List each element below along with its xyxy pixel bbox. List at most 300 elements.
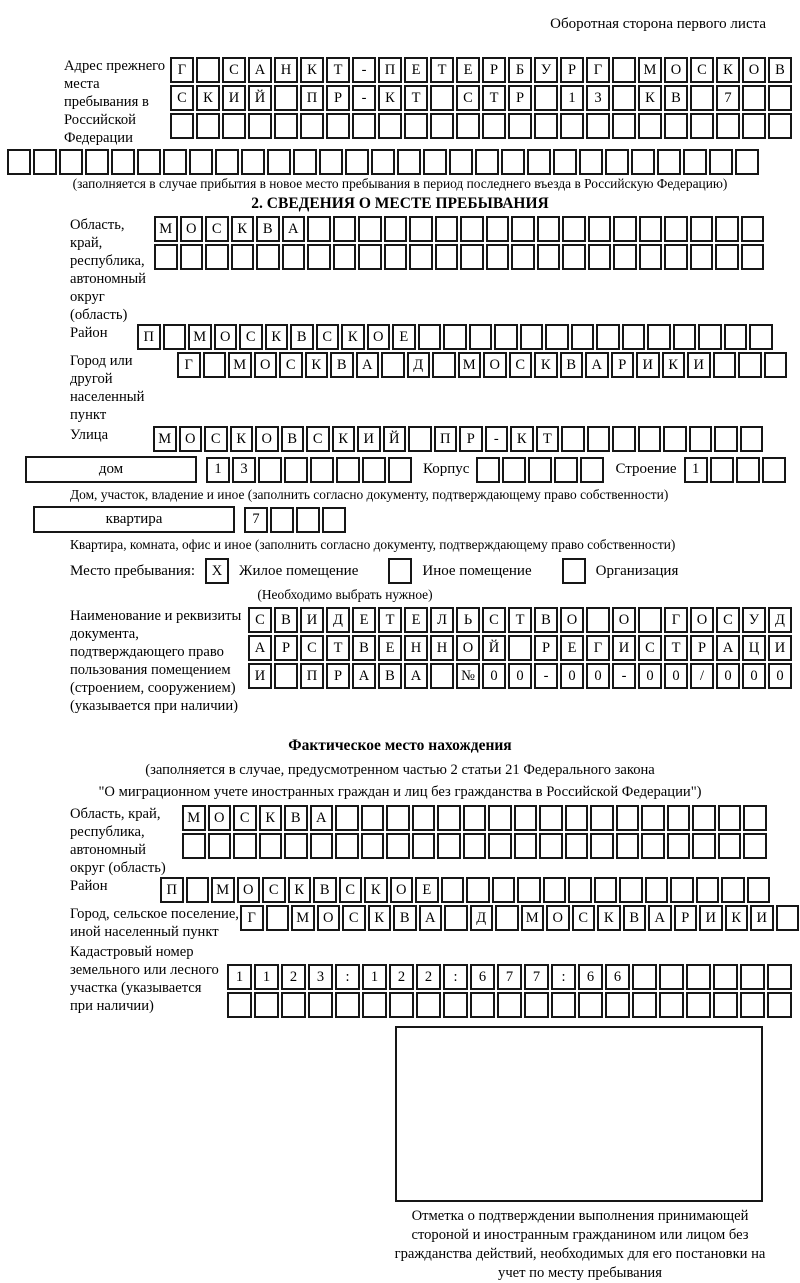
char-cell[interactable] (571, 324, 595, 350)
char-cell[interactable]: 1 (560, 85, 584, 111)
char-cell[interactable]: М (458, 352, 482, 378)
char-cell[interactable]: 2 (389, 964, 414, 990)
char-cell[interactable]: С (306, 426, 330, 452)
char-cell[interactable] (388, 558, 412, 584)
char-cell[interactable]: И (687, 352, 711, 378)
char-cell[interactable]: Р (560, 57, 584, 83)
char-cell[interactable]: К (510, 426, 534, 452)
char-cell[interactable]: Т (378, 607, 402, 633)
char-cell[interactable]: М (521, 905, 545, 931)
char-cell[interactable]: Р (326, 85, 350, 111)
char-cell[interactable]: В (560, 352, 584, 378)
char-cell[interactable] (274, 663, 298, 689)
char-cell[interactable] (409, 216, 433, 242)
char-cell[interactable] (388, 457, 412, 483)
char-cell[interactable] (182, 833, 206, 859)
char-cell[interactable]: О (664, 57, 688, 83)
char-cell[interactable]: 0 (768, 663, 792, 689)
char-cell[interactable] (293, 149, 317, 175)
char-cell[interactable] (612, 113, 636, 139)
char-cell[interactable] (460, 244, 484, 270)
char-cell[interactable] (537, 244, 561, 270)
char-cell[interactable]: Й (482, 635, 506, 661)
char-cell[interactable] (435, 216, 459, 242)
char-cell[interactable] (333, 216, 357, 242)
char-cell[interactable]: Т (404, 85, 428, 111)
char-cell[interactable] (511, 244, 535, 270)
char-cell[interactable] (539, 833, 563, 859)
char-cell[interactable] (281, 992, 306, 1018)
char-cell[interactable] (588, 244, 612, 270)
char-cell[interactable] (741, 244, 765, 270)
char-cell[interactable]: К (725, 905, 749, 931)
char-cell[interactable]: Д (470, 905, 494, 931)
char-cell[interactable]: О (456, 635, 480, 661)
char-cell[interactable]: К (305, 352, 329, 378)
char-cell[interactable]: П (378, 57, 402, 83)
char-cell[interactable] (776, 905, 800, 931)
char-cell[interactable] (336, 457, 360, 483)
char-cell[interactable] (423, 149, 447, 175)
char-cell[interactable] (258, 457, 282, 483)
char-cell[interactable] (588, 216, 612, 242)
char-cell[interactable] (196, 57, 220, 83)
char-cell[interactable] (764, 352, 788, 378)
char-cell[interactable] (241, 149, 265, 175)
char-cell[interactable]: У (534, 57, 558, 83)
char-cell[interactable] (698, 324, 722, 350)
char-cell[interactable]: К (230, 426, 254, 452)
char-cell[interactable]: О (690, 607, 714, 633)
char-cell[interactable]: В (330, 352, 354, 378)
char-cell[interactable]: 1 (362, 964, 387, 990)
char-cell[interactable]: 0 (638, 663, 662, 689)
char-cell[interactable] (180, 244, 204, 270)
char-cell[interactable] (310, 457, 334, 483)
char-cell[interactable]: И (699, 905, 723, 931)
char-cell[interactable]: 0 (560, 663, 584, 689)
char-cell[interactable] (475, 149, 499, 175)
char-cell[interactable] (274, 113, 298, 139)
char-cell[interactable]: 0 (482, 663, 506, 689)
char-cell[interactable] (270, 507, 294, 533)
char-cell[interactable] (307, 244, 331, 270)
char-cell[interactable]: : (551, 964, 576, 990)
char-cell[interactable] (444, 905, 468, 931)
char-cell[interactable] (371, 149, 395, 175)
char-cell[interactable]: 6 (578, 964, 603, 990)
char-cell[interactable] (616, 833, 640, 859)
char-cell[interactable] (742, 85, 766, 111)
char-cell[interactable] (715, 244, 739, 270)
char-cell[interactable] (690, 113, 714, 139)
char-cell[interactable]: А (248, 635, 272, 661)
char-cell[interactable]: Ц (742, 635, 766, 661)
char-cell[interactable] (663, 426, 687, 452)
char-cell[interactable] (749, 324, 773, 350)
char-cell[interactable]: М (188, 324, 212, 350)
char-cell[interactable]: / (690, 663, 714, 689)
char-cell[interactable] (738, 352, 762, 378)
char-cell[interactable] (594, 877, 618, 903)
char-cell[interactable]: Р (326, 663, 350, 689)
char-cell[interactable]: 6 (470, 964, 495, 990)
char-cell[interactable] (322, 507, 346, 533)
char-cell[interactable]: С (222, 57, 246, 83)
char-cell[interactable]: Й (248, 85, 272, 111)
char-cell[interactable] (227, 992, 252, 1018)
char-cell[interactable]: В (664, 85, 688, 111)
char-cell[interactable]: Т (482, 85, 506, 111)
char-cell[interactable]: Р (534, 635, 558, 661)
char-cell[interactable] (528, 457, 552, 483)
char-cell[interactable]: П (300, 85, 324, 111)
char-cell[interactable] (430, 113, 454, 139)
char-cell[interactable]: К (300, 57, 324, 83)
char-cell[interactable] (397, 149, 421, 175)
char-cell[interactable]: С (339, 877, 363, 903)
char-cell[interactable]: Н (274, 57, 298, 83)
char-cell[interactable]: Т (430, 57, 454, 83)
char-cell[interactable] (408, 426, 432, 452)
char-cell[interactable]: А (585, 352, 609, 378)
char-cell[interactable]: Е (378, 635, 402, 661)
char-cell[interactable]: 2 (416, 964, 441, 990)
char-cell[interactable]: А (282, 216, 306, 242)
char-cell[interactable] (692, 805, 716, 831)
char-cell[interactable]: О (180, 216, 204, 242)
char-cell[interactable] (59, 149, 83, 175)
char-cell[interactable]: - (534, 663, 558, 689)
char-cell[interactable]: А (419, 905, 443, 931)
char-cell[interactable] (659, 964, 684, 990)
char-cell[interactable] (443, 992, 468, 1018)
char-cell[interactable] (437, 805, 461, 831)
char-cell[interactable] (495, 905, 519, 931)
char-cell[interactable]: Е (415, 877, 439, 903)
char-cell[interactable]: 1 (254, 964, 279, 990)
char-cell[interactable]: К (196, 85, 220, 111)
char-cell[interactable] (721, 877, 745, 903)
char-cell[interactable] (254, 992, 279, 1018)
char-cell[interactable]: В (274, 607, 298, 633)
char-cell[interactable]: 7 (497, 964, 522, 990)
char-cell[interactable] (580, 457, 604, 483)
char-cell[interactable]: - (352, 85, 376, 111)
char-cell[interactable] (689, 426, 713, 452)
char-cell[interactable] (362, 992, 387, 1018)
char-cell[interactable]: О (208, 805, 232, 831)
char-cell[interactable] (404, 113, 428, 139)
char-cell[interactable] (616, 805, 640, 831)
char-cell[interactable]: И (612, 635, 636, 661)
char-cell[interactable]: В (534, 607, 558, 633)
char-cell[interactable] (622, 324, 646, 350)
char-cell[interactable] (551, 992, 576, 1018)
char-cell[interactable]: О (237, 877, 261, 903)
char-cell[interactable]: С (233, 805, 257, 831)
char-cell[interactable] (639, 216, 663, 242)
char-cell[interactable] (352, 113, 376, 139)
char-cell[interactable] (284, 833, 308, 859)
char-cell[interactable]: А (248, 57, 272, 83)
char-cell[interactable]: С (248, 607, 272, 633)
char-cell[interactable]: О (367, 324, 391, 350)
char-cell[interactable]: О (214, 324, 238, 350)
char-cell[interactable]: П (160, 877, 184, 903)
char-cell[interactable]: С (170, 85, 194, 111)
char-cell[interactable]: - (612, 663, 636, 689)
char-cell[interactable] (300, 113, 324, 139)
char-cell[interactable] (527, 149, 551, 175)
char-cell[interactable] (586, 113, 610, 139)
char-cell[interactable] (647, 324, 671, 350)
char-cell[interactable] (736, 457, 760, 483)
char-cell[interactable]: К (662, 352, 686, 378)
char-cell[interactable] (762, 457, 786, 483)
char-cell[interactable]: Т (664, 635, 688, 661)
char-cell[interactable]: К (332, 426, 356, 452)
char-cell[interactable] (553, 149, 577, 175)
char-cell[interactable]: Р (611, 352, 635, 378)
char-cell[interactable] (641, 833, 665, 859)
char-cell[interactable] (686, 992, 711, 1018)
char-cell[interactable]: К (534, 352, 558, 378)
char-cell[interactable] (768, 113, 792, 139)
char-cell[interactable] (296, 507, 320, 533)
char-cell[interactable]: Т (536, 426, 560, 452)
char-cell[interactable] (612, 85, 636, 111)
char-cell[interactable] (605, 992, 630, 1018)
char-cell[interactable]: М (153, 426, 177, 452)
char-cell[interactable]: Г (586, 635, 610, 661)
char-cell[interactable] (632, 964, 657, 990)
char-cell[interactable] (335, 805, 359, 831)
char-cell[interactable] (476, 457, 500, 483)
char-cell[interactable] (208, 833, 232, 859)
char-cell[interactable]: Е (560, 635, 584, 661)
char-cell[interactable]: К (265, 324, 289, 350)
char-cell[interactable]: Д (326, 607, 350, 633)
char-cell[interactable] (335, 833, 359, 859)
char-cell[interactable] (358, 216, 382, 242)
char-cell[interactable] (333, 244, 357, 270)
char-cell[interactable] (412, 805, 436, 831)
char-cell[interactable] (520, 324, 544, 350)
char-cell[interactable] (645, 877, 669, 903)
char-cell[interactable]: В (281, 426, 305, 452)
char-cell[interactable] (163, 324, 187, 350)
char-cell[interactable] (435, 244, 459, 270)
char-cell[interactable] (186, 877, 210, 903)
char-cell[interactable] (578, 992, 603, 1018)
char-cell[interactable]: 0 (586, 663, 610, 689)
char-cell[interactable] (632, 992, 657, 1018)
char-cell[interactable] (432, 352, 456, 378)
char-cell[interactable]: К (341, 324, 365, 350)
char-cell[interactable]: С (300, 635, 324, 661)
char-cell[interactable]: Т (326, 57, 350, 83)
char-cell[interactable] (266, 905, 290, 931)
char-cell[interactable] (664, 216, 688, 242)
char-cell[interactable]: 6 (605, 964, 630, 990)
char-cell[interactable]: И (750, 905, 774, 931)
char-cell[interactable] (631, 149, 655, 175)
char-cell[interactable] (33, 149, 57, 175)
char-cell[interactable]: В (290, 324, 314, 350)
char-cell[interactable]: С (572, 905, 596, 931)
char-cell[interactable]: С (316, 324, 340, 350)
char-cell[interactable] (605, 149, 629, 175)
char-cell[interactable] (590, 805, 614, 831)
char-cell[interactable]: 1 (684, 457, 708, 483)
char-cell[interactable] (545, 324, 569, 350)
char-cell[interactable]: И (357, 426, 381, 452)
char-cell[interactable] (713, 992, 738, 1018)
char-cell[interactable] (561, 426, 585, 452)
char-cell[interactable] (256, 244, 280, 270)
char-cell[interactable]: Е (404, 57, 428, 83)
char-cell[interactable]: 7 (524, 964, 549, 990)
char-cell[interactable]: С (342, 905, 366, 931)
char-cell[interactable]: - (485, 426, 509, 452)
char-cell[interactable] (740, 964, 765, 990)
char-cell[interactable] (469, 324, 493, 350)
char-cell[interactable]: С (509, 352, 533, 378)
char-cell[interactable] (231, 244, 255, 270)
char-cell[interactable] (713, 964, 738, 990)
char-cell[interactable]: Р (690, 635, 714, 661)
char-cell[interactable] (638, 426, 662, 452)
char-cell[interactable] (517, 877, 541, 903)
char-cell[interactable]: 3 (308, 964, 333, 990)
char-cell[interactable]: X (205, 558, 229, 584)
char-cell[interactable] (667, 805, 691, 831)
char-cell[interactable] (319, 149, 343, 175)
char-cell[interactable] (742, 113, 766, 139)
char-cell[interactable]: В (768, 57, 792, 83)
char-cell[interactable] (497, 992, 522, 1018)
char-cell[interactable]: 3 (232, 457, 256, 483)
char-cell[interactable]: И (248, 663, 272, 689)
char-cell[interactable]: О (254, 352, 278, 378)
char-cell[interactable]: Д (768, 607, 792, 633)
char-cell[interactable]: Г (240, 905, 264, 931)
char-cell[interactable] (203, 352, 227, 378)
char-cell[interactable] (282, 244, 306, 270)
char-cell[interactable]: Е (392, 324, 416, 350)
char-cell[interactable] (163, 149, 187, 175)
char-cell[interactable]: К (364, 877, 388, 903)
char-cell[interactable]: В (256, 216, 280, 242)
char-cell[interactable]: Г (170, 57, 194, 83)
char-cell[interactable] (466, 877, 490, 903)
char-cell[interactable] (384, 216, 408, 242)
char-cell[interactable] (412, 833, 436, 859)
char-cell[interactable]: А (356, 352, 380, 378)
char-cell[interactable] (613, 216, 637, 242)
char-cell[interactable]: Р (459, 426, 483, 452)
char-cell[interactable] (716, 113, 740, 139)
char-cell[interactable]: И (222, 85, 246, 111)
char-cell[interactable] (568, 877, 592, 903)
char-cell[interactable]: О (742, 57, 766, 83)
char-cell[interactable]: М (211, 877, 235, 903)
char-cell[interactable]: 0 (508, 663, 532, 689)
char-cell[interactable]: С (716, 607, 740, 633)
char-cell[interactable] (463, 805, 487, 831)
char-cell[interactable] (586, 607, 610, 633)
char-cell[interactable] (409, 244, 433, 270)
char-cell[interactable] (718, 805, 742, 831)
char-cell[interactable] (463, 833, 487, 859)
char-cell[interactable] (85, 149, 109, 175)
char-cell[interactable] (735, 149, 759, 175)
char-cell[interactable] (696, 877, 720, 903)
char-cell[interactable] (358, 244, 382, 270)
char-cell[interactable] (205, 244, 229, 270)
char-cell[interactable]: О (546, 905, 570, 931)
char-cell[interactable] (486, 216, 510, 242)
char-cell[interactable] (534, 85, 558, 111)
char-cell[interactable] (767, 964, 792, 990)
char-cell[interactable] (492, 877, 516, 903)
char-cell[interactable]: Г (177, 352, 201, 378)
char-cell[interactable] (430, 85, 454, 111)
char-cell[interactable] (740, 992, 765, 1018)
char-cell[interactable] (482, 113, 506, 139)
char-cell[interactable] (709, 149, 733, 175)
char-cell[interactable] (590, 833, 614, 859)
char-cell[interactable]: 7 (716, 85, 740, 111)
char-cell[interactable]: 2 (281, 964, 306, 990)
char-cell[interactable] (768, 85, 792, 111)
char-cell[interactable] (345, 149, 369, 175)
char-cell[interactable] (443, 324, 467, 350)
char-cell[interactable] (565, 805, 589, 831)
char-cell[interactable]: 3 (586, 85, 610, 111)
char-cell[interactable] (310, 833, 334, 859)
char-cell[interactable] (534, 113, 558, 139)
char-cell[interactable] (619, 877, 643, 903)
char-cell[interactable]: О (390, 877, 414, 903)
char-cell[interactable] (664, 244, 688, 270)
char-cell[interactable]: В (284, 805, 308, 831)
char-cell[interactable] (747, 877, 771, 903)
char-cell[interactable]: М (291, 905, 315, 931)
char-cell[interactable] (743, 833, 767, 859)
char-cell[interactable]: С (204, 426, 228, 452)
char-cell[interactable]: № (456, 663, 480, 689)
char-cell[interactable]: М (638, 57, 662, 83)
char-cell[interactable] (562, 558, 586, 584)
char-cell[interactable] (361, 833, 385, 859)
char-cell[interactable] (686, 964, 711, 990)
char-cell[interactable]: У (742, 607, 766, 633)
char-cell[interactable] (657, 149, 681, 175)
char-cell[interactable] (612, 426, 636, 452)
char-cell[interactable] (335, 992, 360, 1018)
char-cell[interactable] (267, 149, 291, 175)
char-cell[interactable] (511, 216, 535, 242)
char-cell[interactable]: О (612, 607, 636, 633)
char-cell[interactable] (486, 244, 510, 270)
char-cell[interactable] (664, 113, 688, 139)
char-cell[interactable]: С (482, 607, 506, 633)
char-cell[interactable] (508, 635, 532, 661)
char-cell[interactable] (641, 805, 665, 831)
char-cell[interactable] (514, 805, 538, 831)
